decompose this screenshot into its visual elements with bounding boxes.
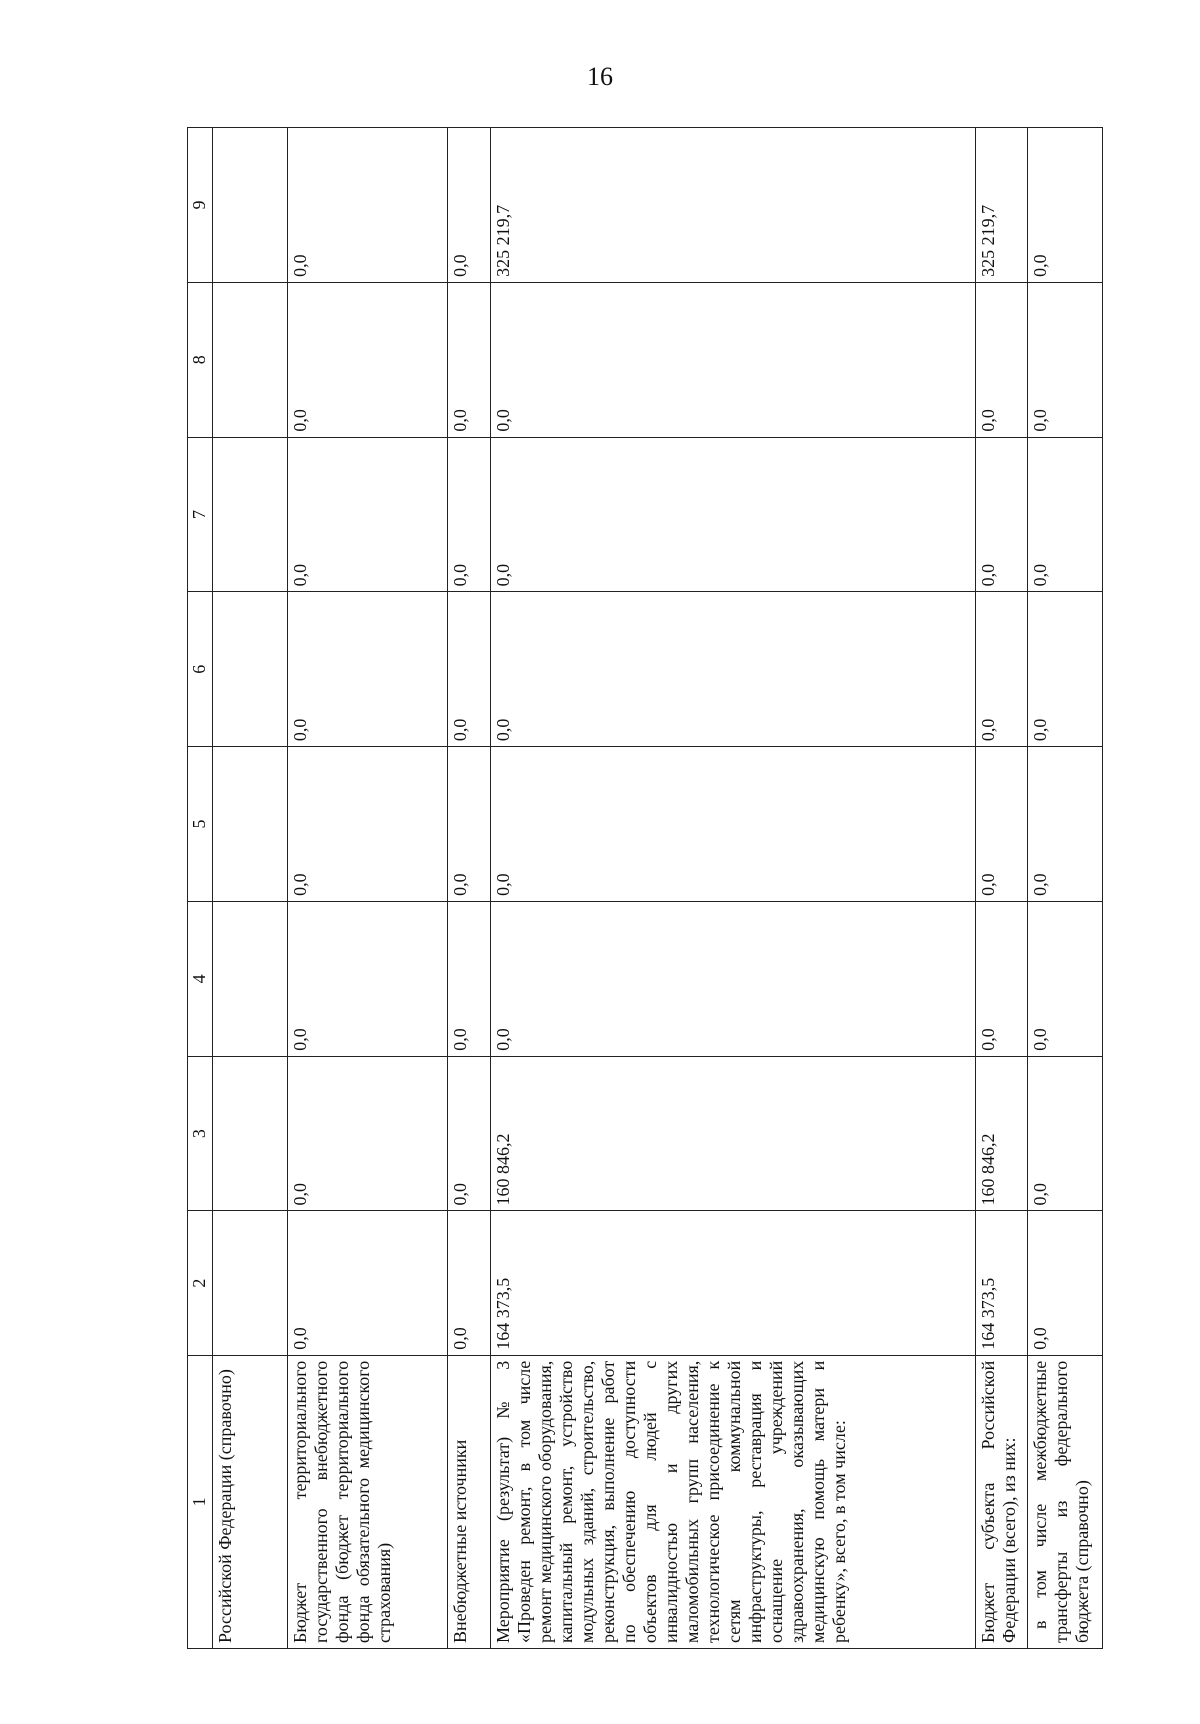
table-cell: 0,0: [1027, 901, 1102, 1056]
table-cell: 0,0: [288, 592, 448, 747]
column-header: 3: [188, 1056, 213, 1211]
table-cell: 0,0: [447, 1056, 490, 1211]
table-cell: 0,0: [490, 747, 975, 902]
table-cell: 0,0: [447, 592, 490, 747]
table-cell: 0,0: [447, 1211, 490, 1355]
table-cell: 0,0: [1027, 437, 1102, 592]
table-row: [490, 128, 975, 1649]
column-header: 4: [188, 901, 213, 1056]
table-cell: 0,0: [288, 1056, 448, 1211]
column-header: 9: [188, 128, 213, 283]
table-cell: 164 373,5: [490, 1211, 975, 1355]
table-cell: 0,0: [288, 437, 448, 592]
table-row: [447, 128, 490, 1649]
header-row: [188, 128, 213, 1649]
table-cell: [212, 747, 287, 902]
table-row: [1027, 128, 1102, 1649]
table-cell: 325 219,7: [975, 128, 1027, 283]
table-cell: 0,0: [975, 437, 1027, 592]
table-cell: [212, 592, 287, 747]
table-container: [187, 127, 1103, 1649]
column-header: 8: [188, 282, 213, 437]
table-cell: 0,0: [490, 437, 975, 592]
table-cell: 0,0: [975, 282, 1027, 437]
budget-table: [187, 127, 1103, 1649]
table-cell: 0,0: [1027, 1211, 1102, 1355]
table-cell: 0,0: [447, 128, 490, 283]
table-cell: 0,0: [975, 747, 1027, 902]
column-header: 5: [188, 747, 213, 902]
table-row: [288, 128, 448, 1649]
table-row: [212, 128, 287, 1649]
row-label: Бюджет территориального государственного внебюджетного фонда (бюджет территориального фонда обязательного медицинского страхования): [288, 1355, 448, 1648]
table-cell: 325 219,7: [490, 128, 975, 283]
table-cell: 0,0: [1027, 1056, 1102, 1211]
table-cell: [212, 437, 287, 592]
table-cell: 160 846,2: [975, 1056, 1027, 1211]
table-cell: [212, 1211, 287, 1355]
column-header: 7: [188, 437, 213, 592]
table-cell: 0,0: [288, 901, 448, 1056]
table-row: [975, 128, 1027, 1649]
table-cell: 0,0: [288, 282, 448, 437]
table-cell: 0,0: [490, 592, 975, 747]
table-cell: [212, 128, 287, 283]
row-label: Бюджет субъекта Российской Федерации (всего), из них:: [975, 1355, 1027, 1648]
table-cell: 0,0: [1027, 282, 1102, 437]
column-header: 6: [188, 592, 213, 747]
table-cell: 0,0: [288, 747, 448, 902]
row-label: Российской Федерации (справочно): [212, 1355, 287, 1648]
table-cell: 0,0: [447, 437, 490, 592]
column-header: 2: [188, 1211, 213, 1355]
table-cell: 0,0: [975, 901, 1027, 1056]
table-cell: 0,0: [1027, 128, 1102, 283]
table-cell: 0,0: [447, 282, 490, 437]
row-label: в том числе межбюджетные трансферты из федерального бюджета (справочно): [1027, 1355, 1102, 1648]
table-cell: 164 373,5: [975, 1211, 1027, 1355]
table-cell: 0,0: [975, 592, 1027, 747]
table-cell: 0,0: [447, 901, 490, 1056]
table-cell: [212, 282, 287, 437]
table-cell: 0,0: [1027, 592, 1102, 747]
table-cell: [212, 1056, 287, 1211]
table-cell: 0,0: [1027, 747, 1102, 902]
page-number: 16: [587, 62, 613, 91]
table-cell: 160 846,2: [490, 1056, 975, 1211]
column-header: 1: [188, 1355, 213, 1648]
table-cell: 0,0: [288, 128, 448, 283]
table-cell: [212, 901, 287, 1056]
table-cell: 0,0: [288, 1211, 448, 1355]
row-label: Мероприятие (результат) № 3 «Проведен ремонт, в том числе ремонт медицинского оборудования, капитальный ремонт, устройство модульных зданий, строительство, реконструкция, выполнение работ по обеспечению доступности объектов для людей с инвалидностью и других маломобильных групп населения, технологическое присоединение к сетям коммунальной инфраструктуры, реставрация и оснащение учреждений здравоохранения, оказывающих медицинскую помощь матери и ребенку», всего, в том числе:: [490, 1355, 975, 1648]
table-cell: 0,0: [447, 747, 490, 902]
table-cell: 0,0: [490, 901, 975, 1056]
row-label: Внебюджетные источники: [447, 1355, 490, 1648]
table-cell: 0,0: [490, 282, 975, 437]
